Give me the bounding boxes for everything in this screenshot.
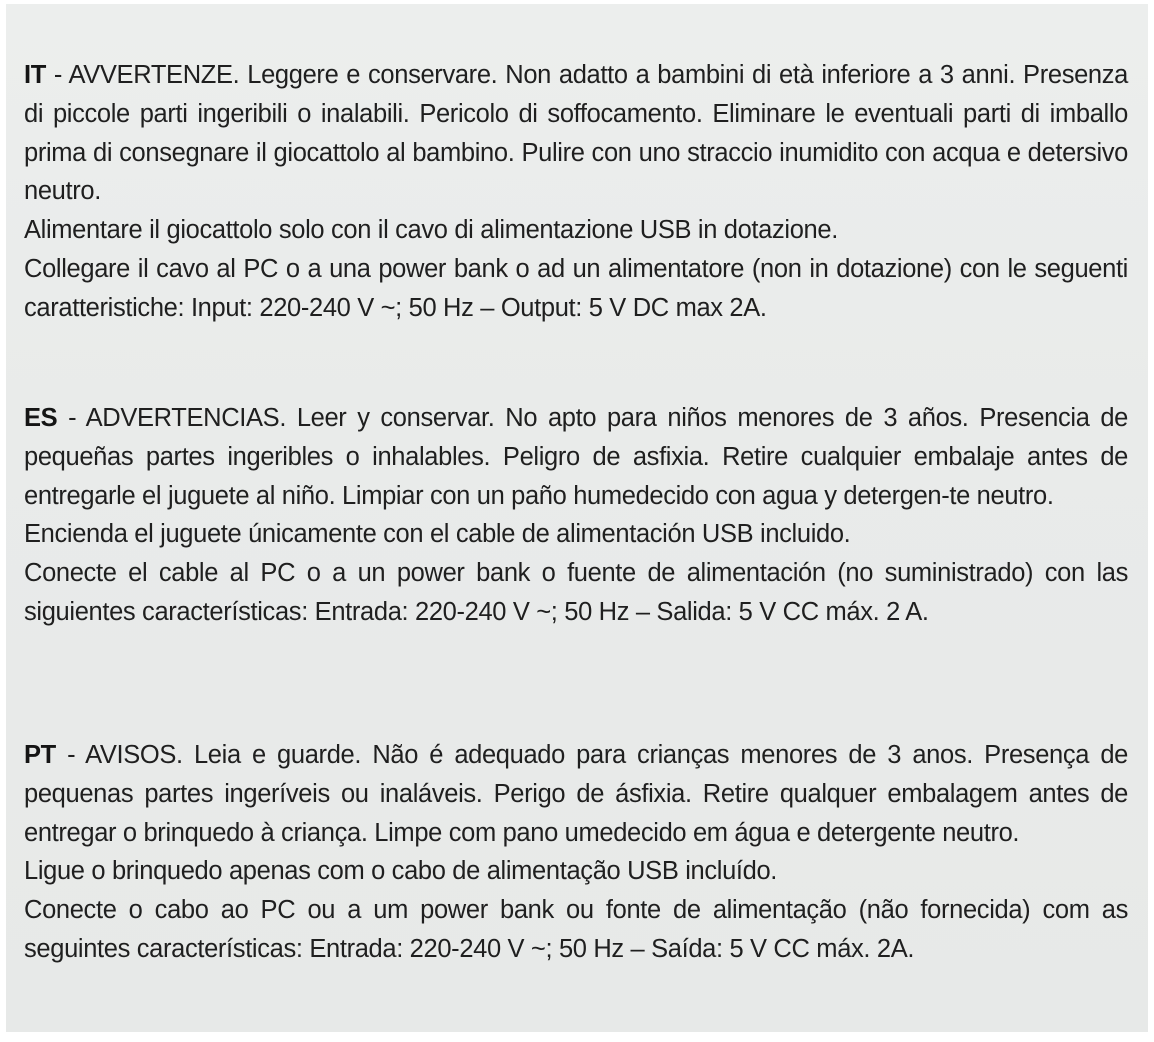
power-instruction: Ligue o brinquedo apenas com o cabo de alimentação USB incluído. [24,857,778,886]
power-specifications: Conecte el cable al PC o a un power bank o fuente de alimentación (no suministrado) con las siguientes características: Entrada: 220-240 V ~; 50 Hz – Salida: 5 V CC máx. 2 A. [24,559,1128,626]
power-instruction: Alimentare il giocattolo solo con il cavo di alimentazione USB in dotazione. [24,216,838,245]
section-italian-warnings [24,56,1128,328]
language-code: IT [24,61,46,89]
language-code: ES [24,404,58,432]
warning-text: - AVVERTENZE. Leggere e conservare. Non adatto a bambini di età inferiore a 3 anni. Presenza di piccole parti ingeribili o inalabili. Pericolo di soffocamento. Eliminare le eventuali parti di imballo prima di consegnare il giocattolo al bambino. Pulire con uno straccio inumidito con acqua e detersivo neutro. [24,61,1128,206]
section-spanish-warnings [24,399,1128,632]
language-code: PT [24,741,56,769]
warning-label-sheet [6,4,1148,1032]
warning-text: - ADVERTENCIAS. Leer y conservar. No apto para niños menores de 3 años. Presencia de pequeñas partes ingeribles o inhalables. Peligro de asfixia. Retire cualquier embalaje antes de entregarle el juguete al niño. Limpiar con un paño humedecido con agua y detergen-te neutro. [24,404,1128,510]
section-portuguese-warnings [24,736,1128,969]
power-specifications: Collegare il cavo al PC o a una power bank o ad un alimentatore (non in dotazione) con le seguenti caratteristiche: Input: 220-240 V ~; 50 Hz – Output: 5 V DC max 2A. [24,254,1128,322]
power-specifications: Conecte o cabo ao PC ou a um power bank ou fonte de alimentação (não fornecida) com as seguintes características: Entrada: 220-240 V ~; 50 Hz – Saída: 5 V CC máx. 2A. [24,896,1128,963]
warning-paragraph [24,736,1128,852]
warning-text: - AVISOS. Leia e guarde. Não é adequado para crianças menores de 3 anos. Presença de pequenas partes ingeríveis ou inaláveis. Perigo de ásfixia. Retire qualquer embalagem antes de entregar o brinquedo à criança. Limpe com pano umedecido em água e detergente neutro. [24,741,1128,847]
warning-paragraph [24,56,1128,211]
warning-paragraph [24,399,1128,515]
power-instruction: Encienda el juguete únicamente con el cable de alimentación USB incluido. [24,520,851,549]
